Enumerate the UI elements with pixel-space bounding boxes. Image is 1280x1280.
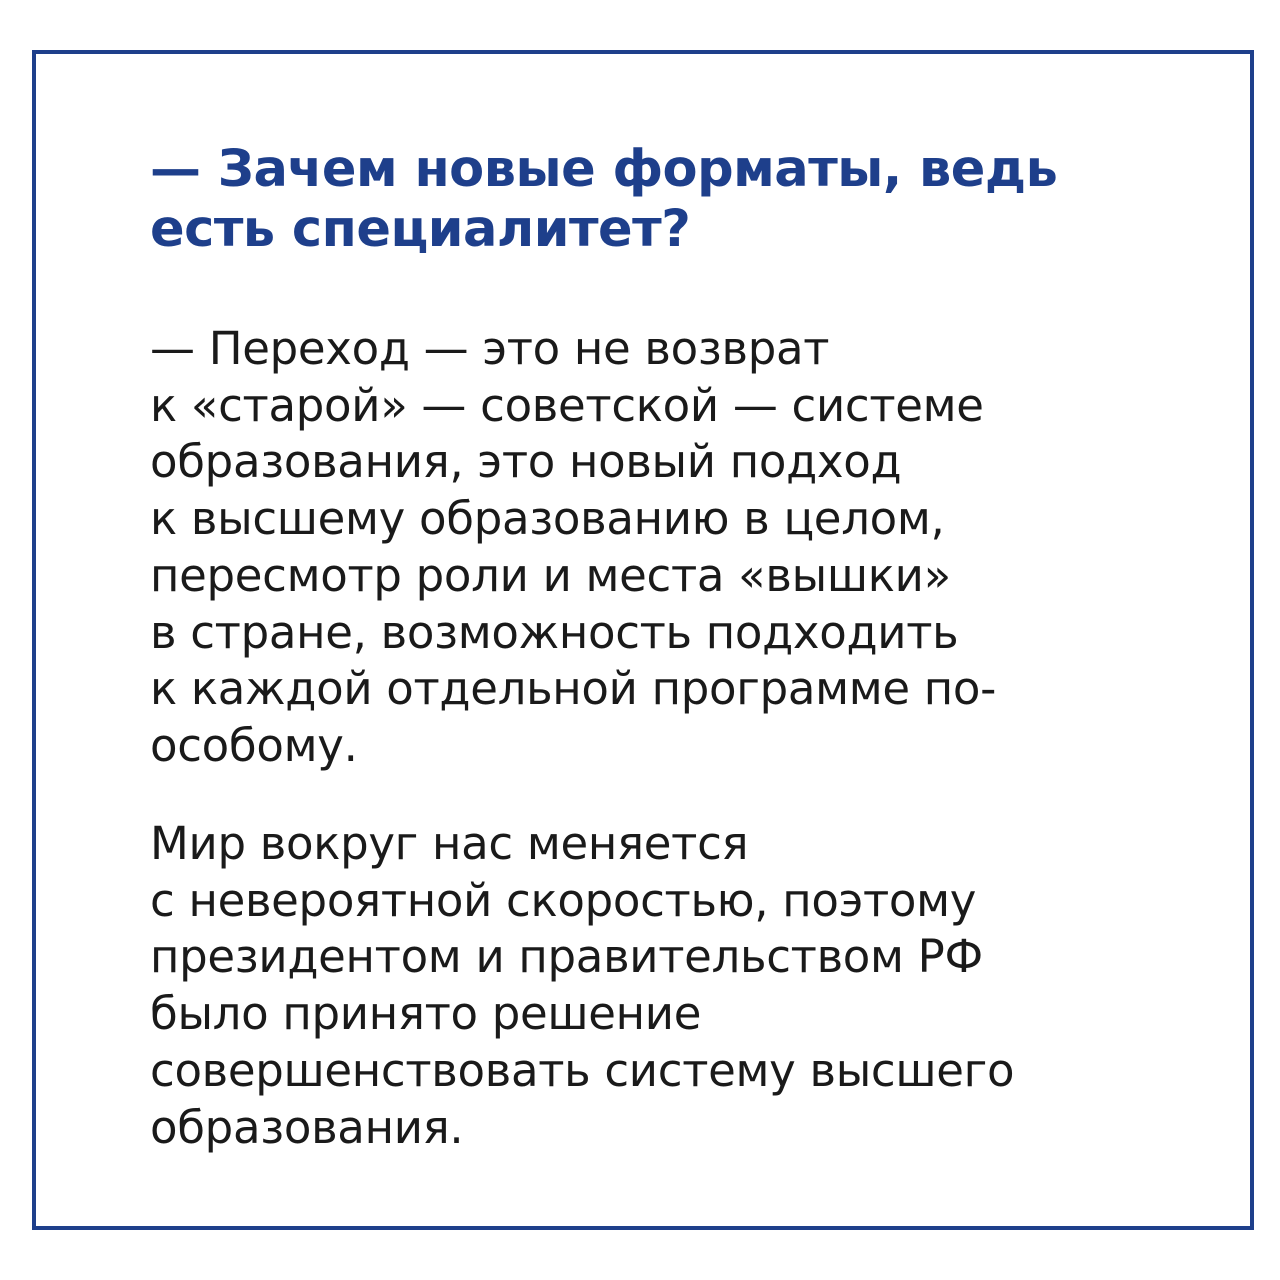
paragraph-line: Мир вокруг нас меняется: [150, 817, 749, 870]
paragraph-line: с невероятной скоростью, поэтому: [150, 873, 977, 927]
paragraph-line: совершенствовать систему высшего: [150, 1043, 1015, 1097]
heading-line: — Зачем новые форматы, ведь: [150, 140, 1058, 199]
paragraph-line: пересмотр роли и места «вышки»: [150, 548, 951, 602]
second-paragraph: [150, 816, 1210, 1156]
paragraph-line: было принято решение: [150, 987, 702, 1041]
paragraph-line: к «старой» — советской — системе: [150, 378, 984, 432]
paragraph-line: в стране, возможность подходить: [150, 605, 959, 659]
heading-line: есть специалитет?: [150, 200, 691, 259]
paragraph-line: к высшему образованию в целом,: [150, 492, 945, 546]
paragraph-line: образования.: [150, 1100, 464, 1154]
paragraph-line: — Переход — это не возврат: [150, 322, 830, 375]
answer-paragraph: [150, 321, 1210, 775]
question-heading: [150, 140, 1210, 260]
paragraph-line: президентом и правительством РФ: [150, 930, 983, 984]
paragraph-line: особому.: [150, 718, 358, 772]
paragraph-line: образования, это новый подход: [150, 435, 902, 489]
paragraph-line: к каждой отдельной программе по-: [150, 662, 997, 716]
